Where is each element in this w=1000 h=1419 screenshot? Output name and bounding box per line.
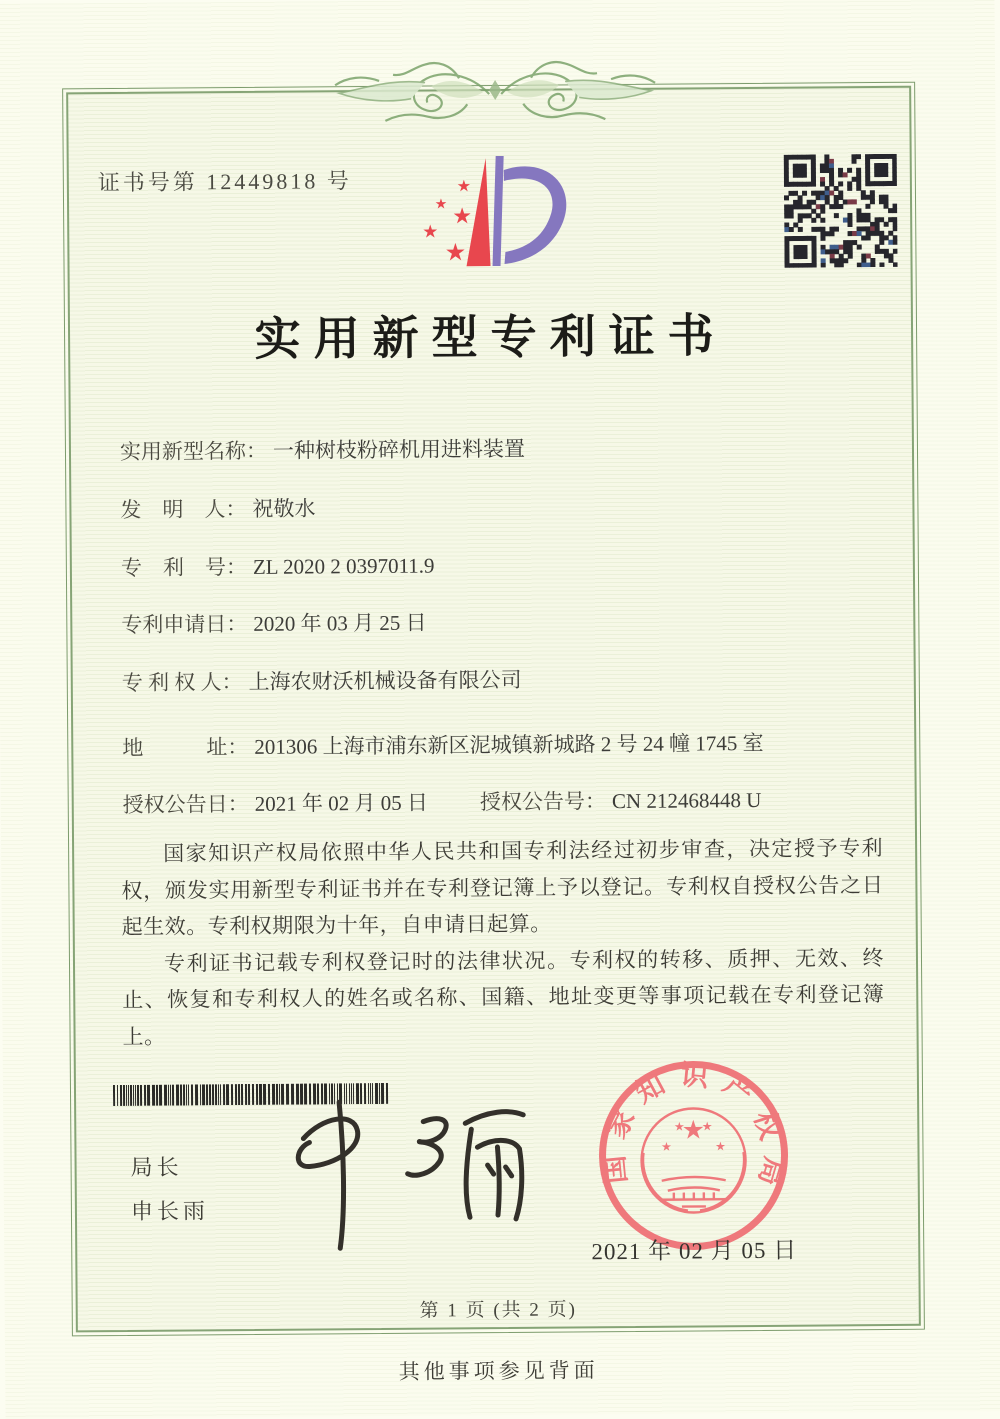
- star-icon: ★: [661, 1139, 672, 1154]
- field-grant-row: [123, 784, 762, 819]
- official-seal-icon: [595, 1054, 793, 1252]
- star-icon: ★: [456, 176, 472, 196]
- certificate-title: 实用新型专利证书: [254, 310, 727, 365]
- qr-code-icon: [784, 154, 898, 268]
- field-label: 地 址：: [122, 734, 249, 760]
- star-icon: ★: [681, 1115, 706, 1146]
- star-icon: ★: [715, 1139, 726, 1154]
- grant-number-label: 授权公告号：: [479, 789, 607, 815]
- field-value: 一种树枝粉碎机用进料装置: [272, 436, 526, 463]
- director-name: 申长雨: [130, 1198, 210, 1224]
- field-utility-model-name: [120, 433, 525, 466]
- director-role-label: 局长: [130, 1154, 183, 1180]
- cnipa-logo-icon: [414, 147, 585, 278]
- field-value: 201306 上海市浦东新区泥城镇新城路 2 号 24 幢 1745 室: [254, 730, 764, 759]
- field-label: 专 利 权 人：: [121, 670, 243, 695]
- field-filing-date: [121, 607, 426, 639]
- field-patent-number: [121, 550, 435, 582]
- seal-date: 2021 年 02 月 05 日: [591, 1237, 798, 1265]
- field-address: [122, 727, 763, 762]
- field-value: ZL 2020 2 0397011.9: [252, 553, 435, 579]
- certificate-number: 证书号第 12449818 号: [97, 168, 352, 196]
- seal-org-text: 国家知识产权局: [597, 1059, 790, 1202]
- field-label: 实用新型名称：: [119, 438, 268, 464]
- page-number: 第 1 页 (共 2 页): [419, 1299, 578, 1322]
- star-icon: ★: [701, 1119, 713, 1134]
- star-icon: ★: [673, 1119, 685, 1134]
- field-inventor: [120, 492, 315, 524]
- grant-date-label: 授权公告日：: [122, 791, 249, 817]
- grant-date-value: 2021 年 02 月 05 日: [254, 790, 429, 816]
- field-value: 上海农财沃机械设备有限公司: [248, 667, 522, 694]
- star-icon: ★: [422, 221, 439, 243]
- grant-number-value: CN 212468448 U: [611, 787, 762, 814]
- legal-text: [121, 830, 885, 1055]
- back-side-note: 其他事项参见背面: [398, 1358, 599, 1384]
- floral-border-ornament-icon: [315, 51, 676, 138]
- field-label: 发 明 人：: [120, 496, 247, 522]
- legal-paragraph-1: 国家知识产权局依照中华人民共和国专利法经过初步审查，决定授予专利权，颁发实用新型专利证书并在专利登记簿上予以登记。专利权自授权公告之日起生效。专利权期限为十年，自申请日起算。: [121, 835, 884, 939]
- star-icon: ★: [444, 238, 467, 267]
- star-icon: ★: [452, 204, 473, 230]
- star-icon: ★: [434, 196, 448, 213]
- field-label: 专 利 号：: [120, 554, 247, 580]
- field-value: 祝敬水: [252, 496, 316, 521]
- handwritten-signature-icon: [265, 1085, 531, 1257]
- field-value: 2020 年 03 月 25 日: [253, 610, 427, 636]
- field-patentee: [122, 664, 522, 697]
- field-label: 专利申请日：: [121, 611, 248, 637]
- legal-paragraph-2: 专利证书记载专利权登记时的法律状况。专利权的转移、质押、无效、终止、恢复和专利权人的姓名或名称、国籍、地址变更等事项记载在专利登记簿上。: [122, 945, 885, 1049]
